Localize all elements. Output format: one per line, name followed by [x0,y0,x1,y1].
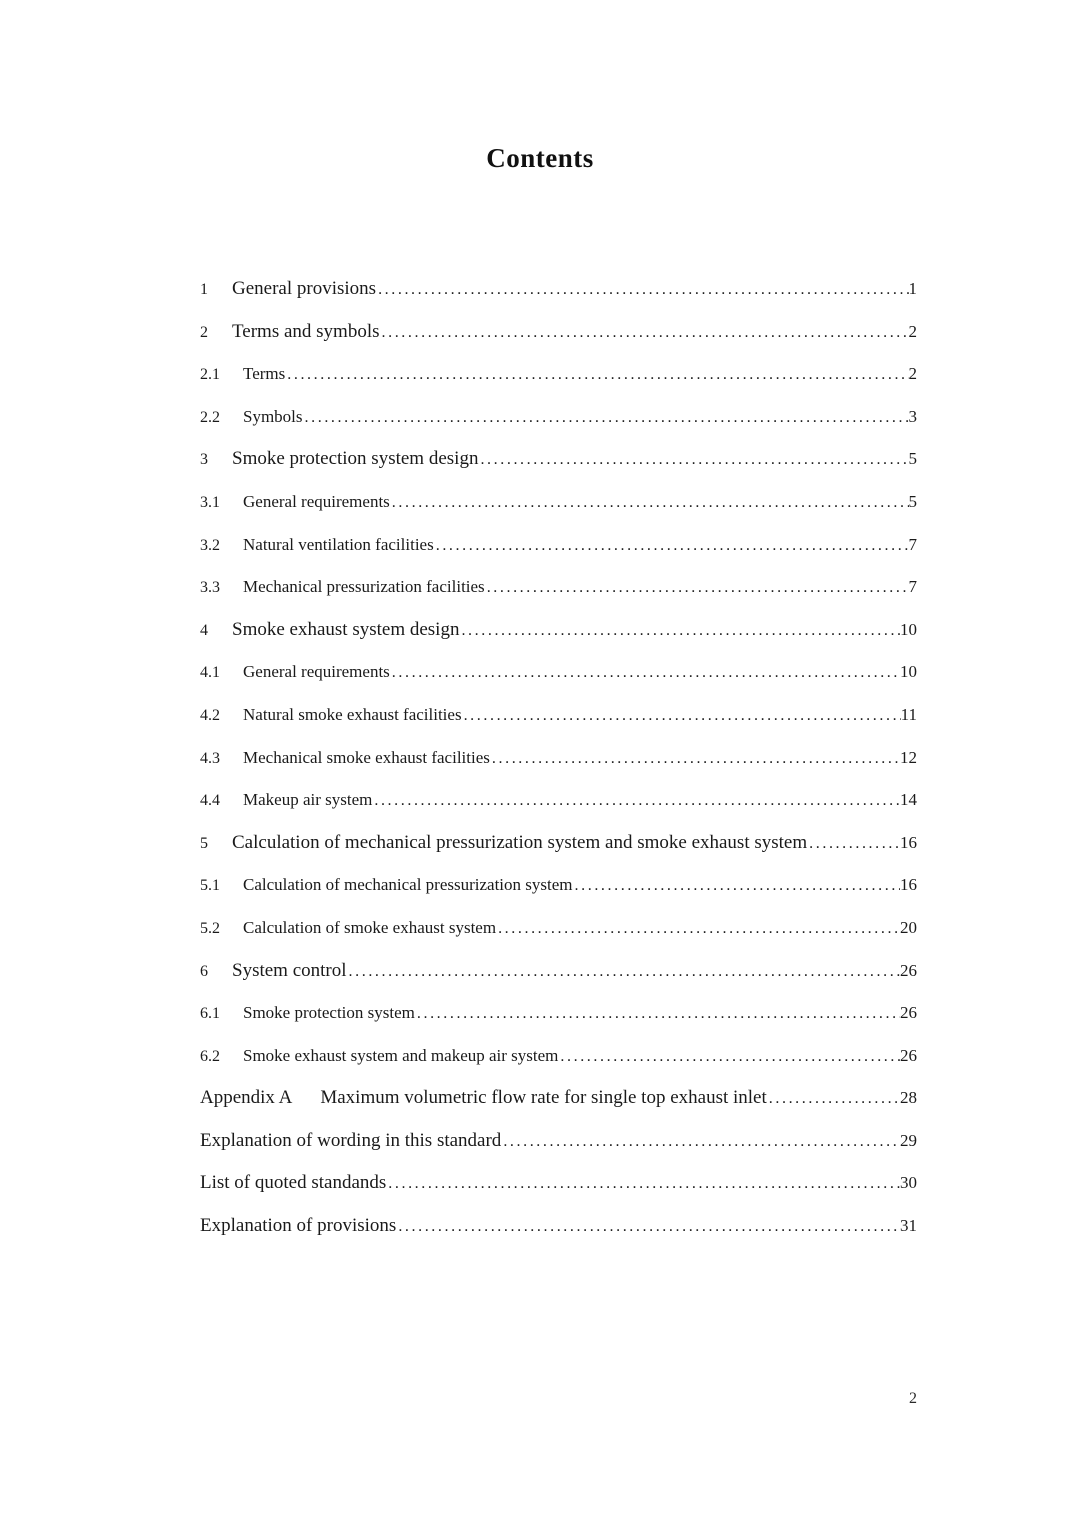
toc-entry-page: 28 [900,1088,917,1108]
toc-entry-label: General requirements [243,662,390,682]
toc-entry-label: Calculation of mechanical pressurization system [243,875,573,895]
toc-entry-label: Smoke protection system design [232,448,479,470]
dot-leader [287,354,908,397]
toc-entry [200,822,917,865]
dot-leader [436,525,909,568]
toc-entry-number: 4.2 [200,706,220,724]
toc-entry-page: 26 [900,1045,917,1065]
toc-entry [200,1077,917,1120]
toc-entry-label: Explanation of provisions [200,1215,397,1237]
toc-entry-label: Symbols [243,406,303,426]
toc-entry [200,950,917,993]
toc-entry-number: 5.1 [200,877,220,895]
toc-entry-label: Makeup air system [243,790,373,810]
dot-leader [464,695,901,738]
footer-page-number: 2 [909,1390,917,1407]
toc-entry-page: 20 [900,917,917,937]
toc-entry [200,779,917,822]
table-of-contents [200,268,917,1248]
dot-leader [492,738,900,781]
dot-leader [382,312,909,355]
dot-leader [487,567,909,610]
toc-entry-number: Appendix A [200,1087,293,1109]
toc-entry-page: 10 [900,619,917,639]
toc-entry [200,609,917,652]
toc-entry-page: 7 [908,577,917,597]
toc-entry-label: General requirements [243,491,390,511]
toc-entry-label: Mechanical pressurization facilities [243,577,485,597]
toc-entry [200,566,917,609]
toc-entry-number: 4 [200,621,208,639]
toc-entry-number: 3.2 [200,536,220,554]
dot-leader [560,1036,900,1079]
toc-entry-label: List of quoted standands [200,1172,387,1194]
toc-entry [200,694,917,737]
dot-leader [388,1163,900,1206]
toc-entry-label: Explanation of wording in this standard [200,1129,502,1151]
toc-entry-label: Smoke protection system [243,1003,415,1023]
dot-leader [305,397,909,440]
toc-entry-label: Terms and symbols [232,320,380,342]
toc-entry-page: 14 [900,790,917,810]
toc-entry-number: 3.1 [200,493,220,511]
toc-entry-label: Terms [243,364,286,384]
toc-entry [200,651,917,694]
toc-entry-label: Natural ventilation facilities [243,534,434,554]
dot-leader [378,269,908,312]
toc-entry-page: 26 [900,960,917,980]
toc-entry [200,907,917,950]
toc-entry-number: 1 [200,281,208,298]
toc-entry [200,1205,917,1248]
toc-entry-page: 31 [900,1216,917,1236]
toc-entry-page: 30 [900,1173,917,1193]
toc-entry-number: 6 [200,962,208,980]
toc-entry [200,481,917,524]
toc-entry-number: 3 [200,451,208,469]
toc-entry-number: 6.2 [200,1047,220,1065]
toc-entry-label: Mechanical smoke exhaust facilities [243,747,490,767]
dot-leader [503,1121,900,1164]
toc-entry-page: 16 [900,875,917,895]
toc-entry-page: 5 [908,491,917,511]
toc-entry-number: 2 [200,323,208,341]
toc-entry-label: System control [232,959,347,981]
toc-entry-label: Calculation of mechanical pressurization system and smoke exhaust system [232,831,808,853]
dot-leader [480,439,908,482]
dot-leader [349,951,900,994]
page-title: Contents [486,143,594,173]
dot-leader [392,652,900,695]
dot-leader [809,823,900,866]
toc-entry-number: 4.3 [200,749,220,767]
toc-entry-page: 26 [900,1003,917,1023]
toc-entry-number: 4.4 [200,792,220,810]
dot-leader [398,1206,900,1249]
toc-entry-page: 3 [908,406,917,426]
toc-entry-page: 7 [908,534,917,554]
toc-entry [200,1162,917,1205]
dot-leader [769,1078,900,1121]
toc-entry-number: 2.2 [200,408,220,426]
dot-leader [374,780,900,823]
toc-entry [200,353,917,396]
toc-entry-page: 10 [900,662,917,682]
dot-leader [461,610,900,653]
toc-entry-label: General provisions [232,278,377,299]
toc-entry-label: Calculation of smoke exhaust system [243,917,497,937]
toc-entry-label: Smoke exhaust system design [232,618,460,640]
dot-leader [417,993,900,1036]
toc-entry-number: 5.2 [200,919,220,937]
toc-entry-page: 2 [908,364,917,384]
toc-entry-page: 29 [900,1130,917,1150]
toc-entry-label: Maximum volumetric flow rate for single top exhaust inlet [320,1087,767,1109]
toc-entry-number: 4.1 [200,664,220,682]
toc-entry-page: 2 [908,321,917,341]
toc-entry [200,992,917,1035]
toc-entry [200,268,917,311]
toc-entry-page: 12 [900,747,917,767]
toc-entry-page: 5 [908,449,917,469]
toc-entry-number: 2.1 [200,366,220,384]
toc-entry [200,1120,917,1163]
toc-entry-page: 16 [900,832,917,852]
toc-entry [200,524,917,567]
toc-entry [200,311,917,354]
toc-entry-number: 5 [200,834,208,852]
toc-entry [200,737,917,780]
toc-entry-number: 3.3 [200,579,220,597]
toc-entry [200,1035,917,1078]
toc-entry [200,864,917,907]
dot-leader [575,865,900,908]
toc-entry-page: 11 [900,704,917,724]
toc-entry [200,396,917,439]
dot-leader [392,482,909,525]
toc-entry-number: 6.1 [200,1005,220,1023]
toc-entry-label: Natural smoke exhaust facilities [243,704,462,724]
toc-entry-page: 1 [908,279,917,298]
toc-entry [200,438,917,481]
dot-leader [498,908,900,951]
toc-entry-label: Smoke exhaust system and makeup air system [243,1045,559,1065]
